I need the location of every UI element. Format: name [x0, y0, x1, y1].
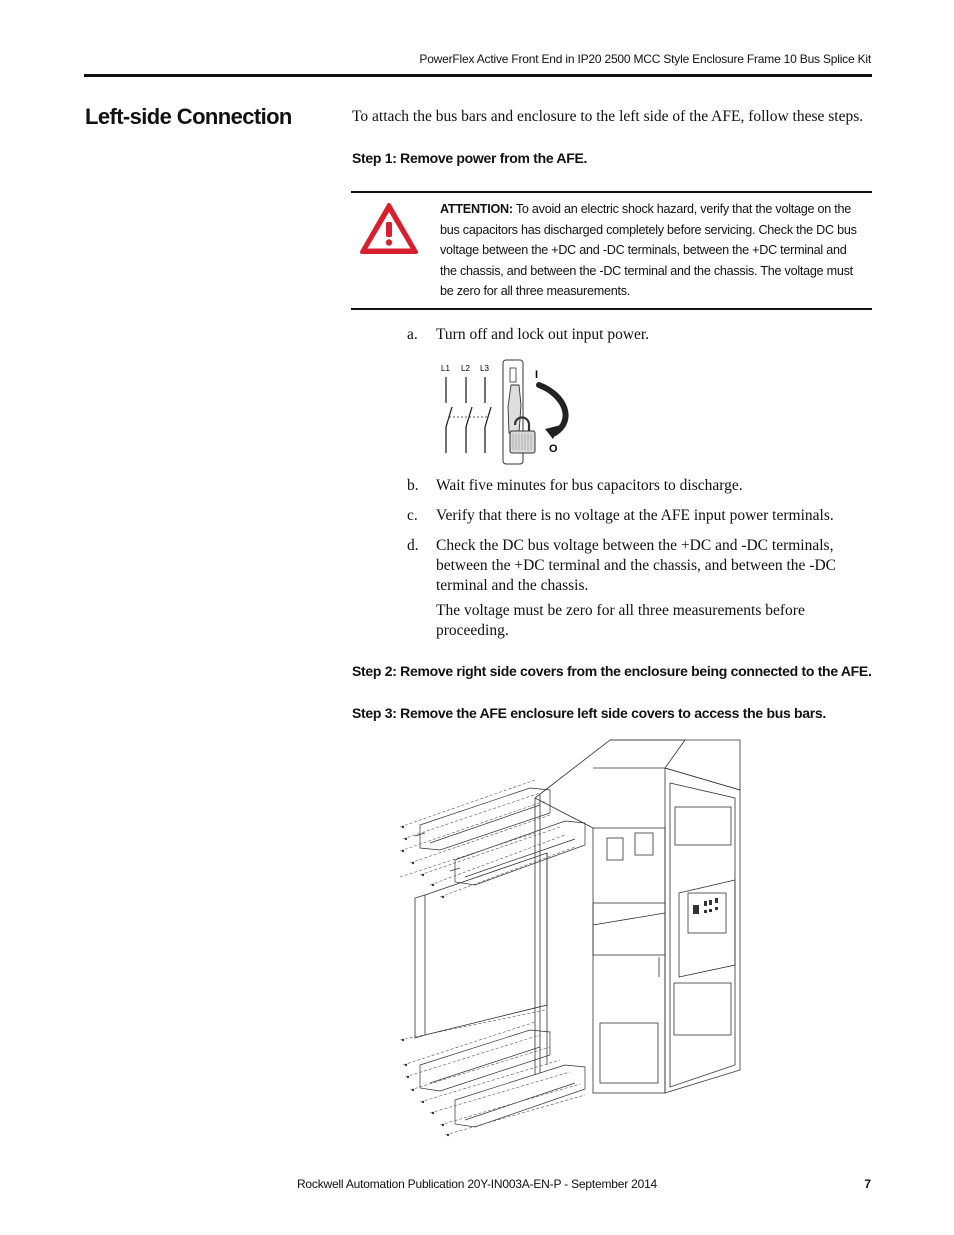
list-item-text: Wait five minutes for bus capacitors to discharge.	[436, 477, 743, 494]
list-item-letter: d.	[407, 537, 419, 554]
list-item-letter: c.	[407, 507, 418, 524]
enclosure-exploded-diagram	[395, 735, 745, 1145]
list-item-text: Turn off and lock out input power.	[436, 326, 650, 343]
warning-triangle-icon	[359, 202, 419, 261]
intro-paragraph: To attach the bus bars and enclosure to the left side of the AFE, follow these steps.	[352, 108, 864, 125]
attention-box	[351, 191, 872, 310]
on-label: I	[535, 369, 539, 381]
page-number: 7	[864, 1177, 871, 1191]
l2-label: L2	[461, 364, 470, 373]
list-item-letter: b.	[407, 477, 419, 494]
rotation-arrow-icon	[539, 385, 566, 433]
list-item-note: The voltage must be zero for all three measurements before proceeding.	[436, 602, 805, 639]
off-label: O	[549, 443, 558, 455]
list-item-text: Check the DC bus voltage between the +DC and -DC terminals, between the +DC terminal and the chassis, and between the -DC terminal and the chassis.	[436, 537, 836, 594]
running-header: PowerFlex Active Front End in IP20 2500 MCC Style Enclosure Frame 10 Bus Splice Kit	[419, 52, 871, 66]
l3-label: L3	[480, 364, 489, 373]
step2-heading: Step 2: Remove right side covers from the enclosure being connected to the AFE.	[352, 663, 872, 679]
l1-label: L1	[441, 364, 450, 373]
attention-label: ATTENTION:	[440, 202, 513, 216]
list-item-d	[407, 536, 867, 641]
list-item-letter: a.	[407, 326, 418, 343]
lockout-disconnect-diagram	[435, 355, 575, 470]
attention-text	[440, 199, 860, 302]
list-item-text: Verify that there is no voltage at the AFE input power terminals.	[436, 507, 834, 524]
step3-heading: Step 3: Remove the AFE enclosure left side covers to access the bus bars.	[352, 705, 826, 721]
step1-heading: Step 1: Remove power from the AFE.	[352, 150, 588, 166]
list-item-b	[407, 476, 867, 496]
list-item-c	[407, 506, 867, 526]
attention-body: To avoid an electric shock hazard, verify that the voltage on the bus capacitors has discharged completely before servicing. Check the DC bus voltage between the +DC and -DC terminals, between the +DC terminal and the chassis, and between the -DC terminal and the chassis. The voltage must be zero for all three measurements.	[440, 202, 857, 298]
section-title: Left-side Connection	[85, 104, 292, 129]
header-rule	[84, 74, 872, 77]
list-item-a	[407, 325, 867, 345]
footer-publication: Rockwell Automation Publication 20Y-IN003A-EN-P - September 2014	[296, 1177, 658, 1191]
